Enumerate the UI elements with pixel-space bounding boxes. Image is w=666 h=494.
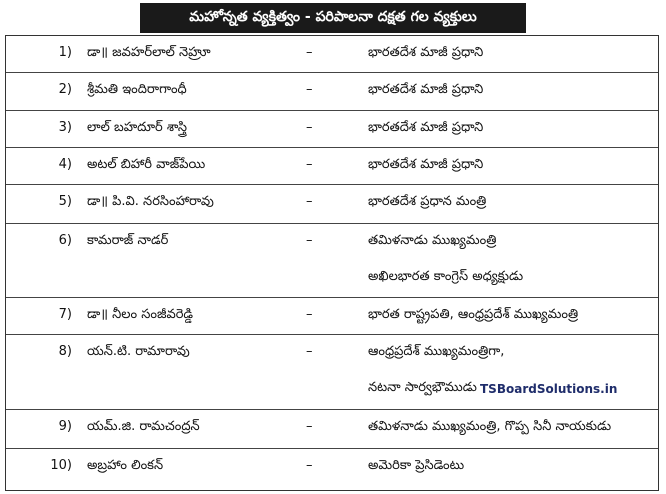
table-row (6, 224, 658, 298)
table-row (6, 449, 658, 492)
person-name: అబ్రహాం లింకన్ (87, 458, 164, 473)
person-role: భారతదేశ మాజీ ప్రధాని (368, 157, 484, 172)
table-row (6, 298, 658, 335)
table-row (6, 185, 658, 224)
row-dash: – (306, 45, 313, 60)
person-role: ఆంధ్రప్రదేశ్ ముఖ్యమంత్రిగా, (368, 344, 505, 359)
row-number: 4) (58, 157, 72, 172)
person-name: యమ్.జి. రామచంద్రన్ (87, 419, 200, 434)
row-number: 1) (58, 45, 72, 60)
row-number: 8) (58, 344, 72, 359)
row-dash: – (306, 344, 313, 359)
row-number: 3) (58, 120, 72, 135)
row-number: 10) (50, 458, 72, 473)
person-role: తమిళనాడు ముఖ్యమంత్రి (368, 233, 497, 248)
person-role: భారతదేశ మాజీ ప్రధాని (368, 120, 484, 135)
row-dash: – (306, 157, 313, 172)
table-row (6, 335, 658, 410)
table-row (6, 410, 658, 449)
person-role: అమెరికా ప్రెసిడెంటు (368, 458, 465, 473)
person-role: నటనా సార్వభౌముడు (368, 380, 477, 395)
person-role: అఖిలభారత కాంగ్రెస్ అధ్యక్షుడు (368, 269, 524, 284)
row-dash: – (306, 120, 313, 135)
person-name: డా॥ నీలం సంజీవరెడ్డి (87, 307, 194, 322)
person-name: డా॥ జవహర్‌లాల్ నెహ్రూ (87, 45, 211, 60)
person-name: డా॥ పి.వి. నరసింహారావు (87, 194, 214, 209)
row-dash: – (306, 82, 313, 97)
table-row (6, 73, 658, 111)
row-dash: – (306, 233, 313, 248)
table-row (6, 111, 658, 148)
person-role: తమిళనాడు ముఖ్యమంత్రి, గొప్ప సినీ నాయకుడు (368, 419, 612, 434)
person-role: భారతదేశ మాజీ ప్రధాని (368, 45, 484, 60)
watermark-text: TSBoardSolutions.in (480, 382, 618, 396)
row-dash: – (306, 194, 313, 209)
leaders-table (5, 35, 659, 491)
person-name: కామరాజ్ నాడర్ (87, 233, 169, 248)
row-dash: – (306, 419, 313, 434)
row-number: 6) (58, 233, 72, 248)
row-dash: – (306, 307, 313, 322)
row-number: 2) (58, 82, 72, 97)
person-name: యన్.టి. రామారావు (87, 344, 190, 359)
row-number: 5) (58, 194, 72, 209)
person-role: భారతదేశ ప్రధాన మంత్రి (368, 194, 487, 209)
person-name: అటల్ బిహారీ వాజ్‌పేయి (87, 157, 206, 172)
row-number: 9) (58, 419, 72, 434)
row-number: 7) (58, 307, 72, 322)
table-row (6, 148, 658, 185)
person-name: లాల్ బహదూర్ శాస్త్రి (87, 120, 188, 135)
person-role: భారతదేశ మాజీ ప్రధాని (368, 82, 484, 97)
person-role: భారత రాష్ట్రపతి, ఆంధ్రప్రదేశ్ ముఖ్యమంత్రి (368, 307, 579, 322)
table-row (6, 36, 658, 73)
row-dash: – (306, 458, 313, 473)
person-name: శ్రీమతి ఇందిరాగాంధీ (87, 82, 187, 97)
table-title: మహోన్నత వ్యక్తిత్వం - పరిపాలనా దక్షత గల వ్యక్తులు (140, 3, 526, 33)
